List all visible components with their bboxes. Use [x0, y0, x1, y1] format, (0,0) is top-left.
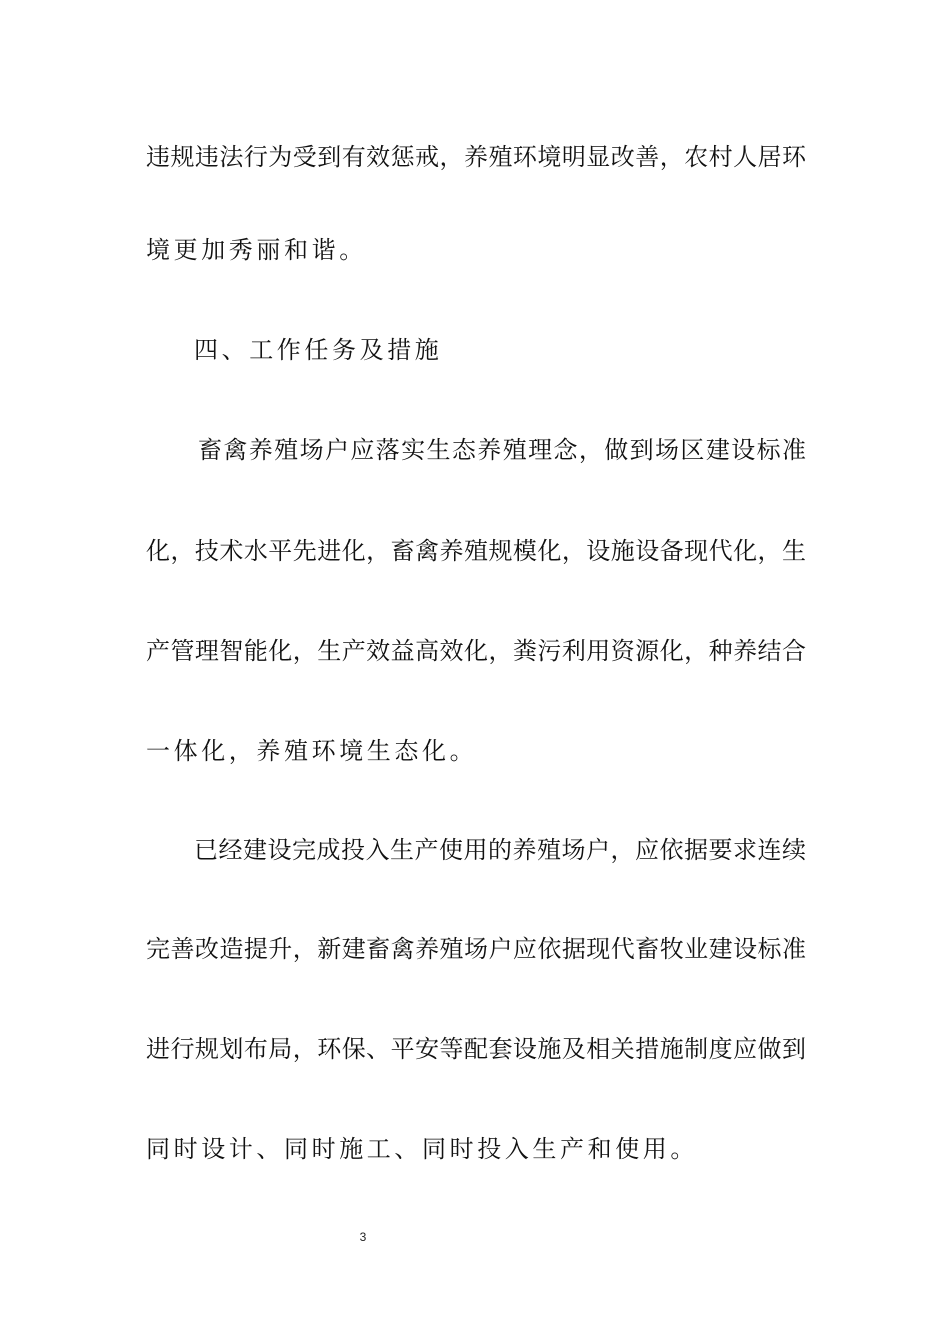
- body-text-line: 违规违法行为受到有效惩戒，养殖环境明显改善，农村人居环: [146, 143, 806, 171]
- body-text-line: 境更加秀丽和谐。: [146, 236, 367, 264]
- body-text-line: 进行规划布局，环保、平安等配套设施及相关措施制度应做到: [146, 1035, 806, 1063]
- page-number: 3: [359, 1230, 367, 1244]
- body-text-line: 同时设计、同时施工、同时投入生产和使用。: [146, 1135, 698, 1163]
- body-text-line: 产管理智能化，生产效益高效化，粪污利用资源化，种养结合: [146, 637, 806, 665]
- body-text-line: 化，技术水平先进化，畜禽养殖规模化，设施设备现代化，生: [146, 537, 806, 565]
- body-text-line: 完善改造提升，新建畜禽养殖场户应依据现代畜牧业建设标准: [146, 935, 806, 963]
- body-text-line: 一体化，养殖环境生态化。: [146, 737, 478, 765]
- body-text-line: 畜禽养殖场户应落实生态养殖理念，做到场区建设标准: [198, 436, 806, 464]
- body-text-line: 已经建设完成投入生产使用的养殖场户，应依据要求连续: [194, 836, 806, 864]
- section-heading: 四、工作任务及措施: [194, 336, 443, 364]
